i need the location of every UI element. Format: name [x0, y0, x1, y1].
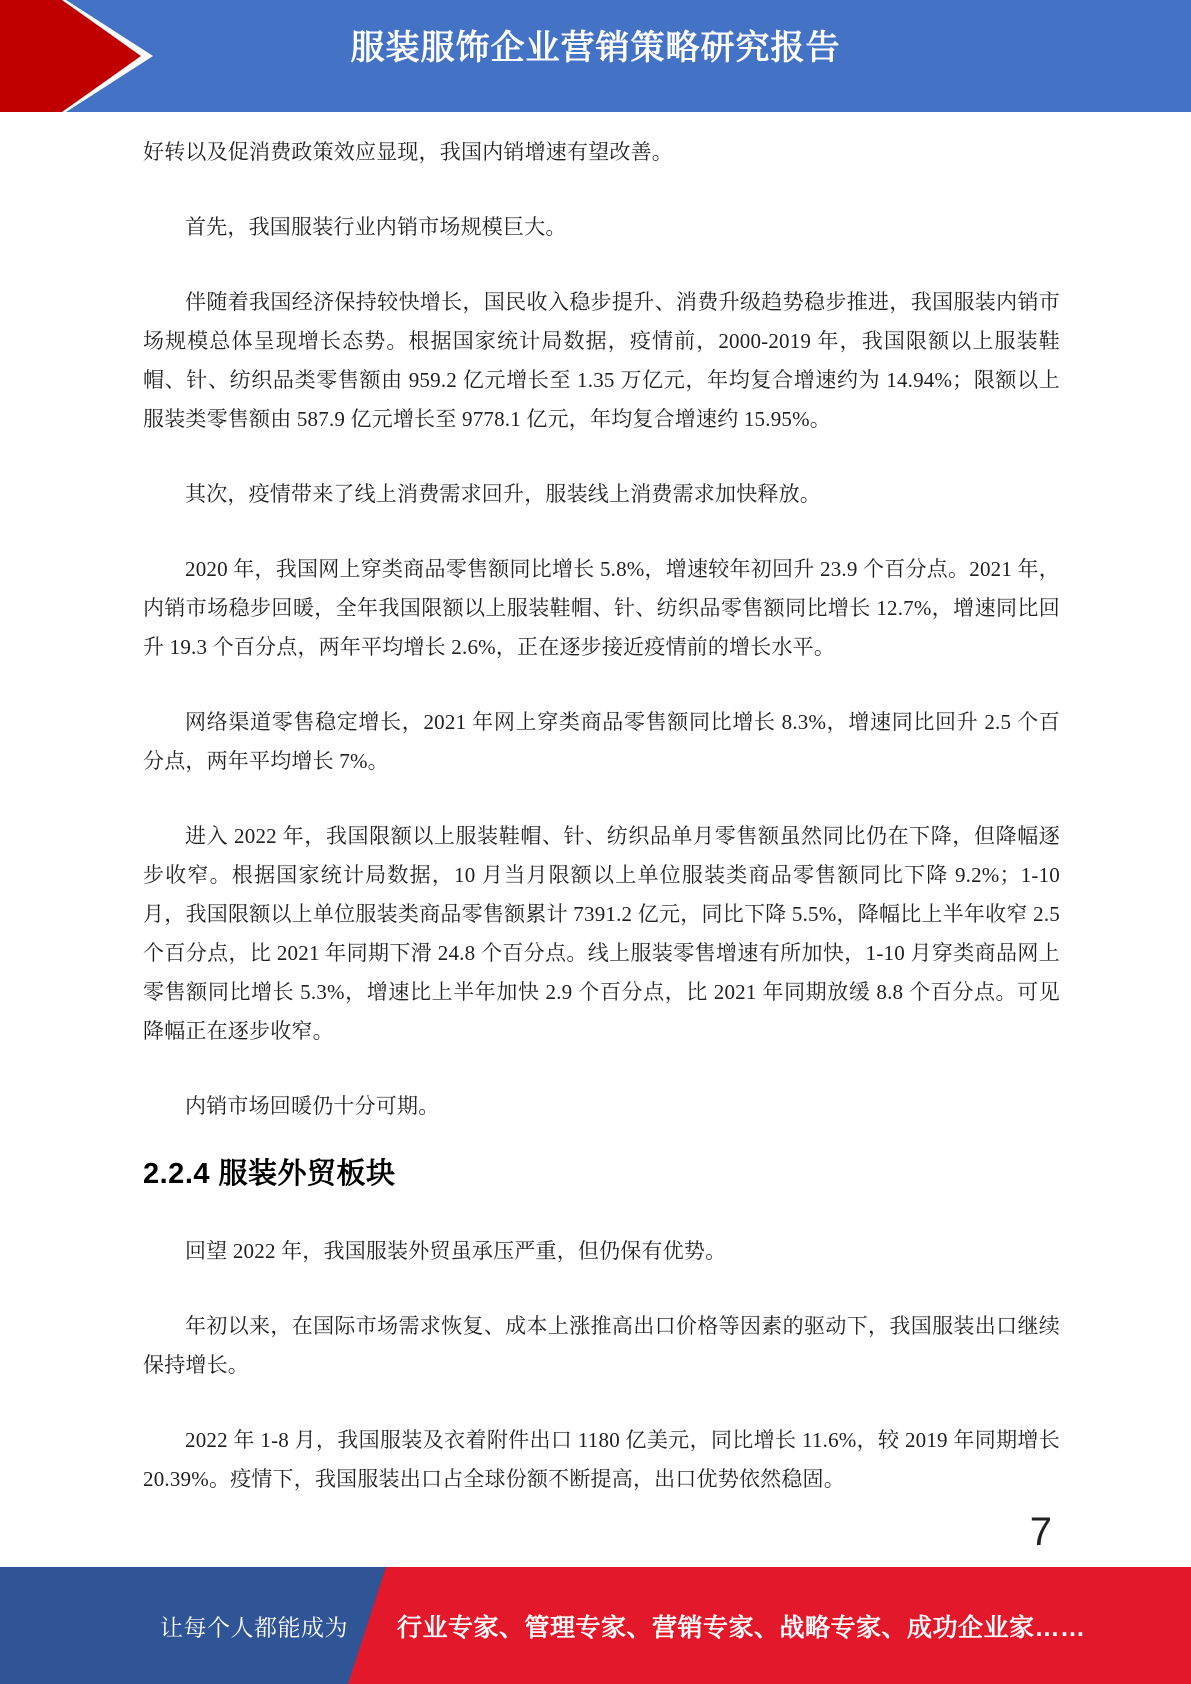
footer-banner [0, 1567, 1191, 1684]
paragraph: 进入 2022 年，我国限额以上服装鞋帽、针、纺织品单月零售额虽然同比仍在下降，但降幅逐步收窄。根据国家统计局数据，10 月当月限额以上单位服装类商品零售额同比下降 9.2%；1-10 月，我国限额以上单位服装类商品零售额累计 7391.2 亿元，同比下降 5.5%，降幅比上半年收窄 2.5 个百分点，比 2021 年同期下滑 24.8 个百分点。线上服装零售增速有所加快，1-10 月穿类商品网上零售额同比增长 5.3%，增速比上半年加快 2.9 个百分点，比 2021 年同期放缓 8.8 个百分点。可见降幅正在逐步收窄。 [143, 824, 1060, 1043]
paragraph: 回望 2022 年，我国服装外贸虽承压严重，但仍保有优势。 [185, 1239, 727, 1263]
paragraph: 好转以及促消费政策效应显现，我国内销增速有望改善。 [143, 140, 673, 164]
paragraph: 伴随着我国经济保持较快增长，国民收入稳步提升、消费升级趋势稳步推进，我国服装内销市场规模总体呈现增长态势。根据国家统计局数据，疫情前，2000-2019 年，我国限额以上服装鞋帽、针、纺织品类零售额由 959.2 亿元增长至 1.35 万亿元，年均复合增速约为 14.94%；限额以上服装类零售额由 587.9 亿元增长至 9778.1 亿元，年均复合增速约 15.95%。 [143, 290, 1060, 431]
paragraph: 年初以来，在国际市场需求恢复、成本上涨推高出口价格等因素的驱动下，我国服装出口继续保持增长。 [143, 1314, 1060, 1377]
paragraph: 内销市场回暖仍十分可期。 [185, 1094, 440, 1118]
document-body [0, 112, 1191, 1499]
report-title: 服装服饰企业营销策略研究报告 [350, 29, 841, 67]
paragraph: 其次，疫情带来了线上消费需求回升，服装线上消费需求加快释放。 [185, 482, 821, 506]
paragraph: 2020 年，我国网上穿类商品零售额同比增长 5.8%，增速较年初回升 23.9 个百分点。2021 年，内销市场稳步回暖，全年我国限额以上服装鞋帽、针、纺织品零售额同比增长 12.7%，增速同比回升 19.3 个百分点，两年平均增长 2.6%，正在逐步接近疫情前的增长水平。 [143, 557, 1060, 659]
paragraph: 网络渠道零售稳定增长，2021 年网上穿类商品零售额同比增长 8.3%，增速同比回升 2.5 个百分点，两年平均增长 7%。 [143, 710, 1060, 773]
footer-slogan-left: 让每个人都能成为 [160, 1614, 348, 1640]
paragraph: 2022 年 1-8 月，我国服装及衣着附件出口 1180 亿美元，同比增长 11.6%，较 2019 年同期增长 20.39%。疫情下，我国服装出口占全球份额不断提高，出口优势依然稳固。 [143, 1428, 1060, 1491]
page-number: 7 [1029, 1510, 1052, 1554]
section-heading: 2.2.4 服装外贸板块 [143, 1158, 396, 1190]
header-banner [0, 0, 1191, 112]
paragraph: 首先，我国服装行业内销市场规模巨大。 [185, 215, 567, 239]
footer-slogan-right: 行业专家、管理专家、营销专家、战略专家、成功企业家…… [397, 1613, 1086, 1642]
